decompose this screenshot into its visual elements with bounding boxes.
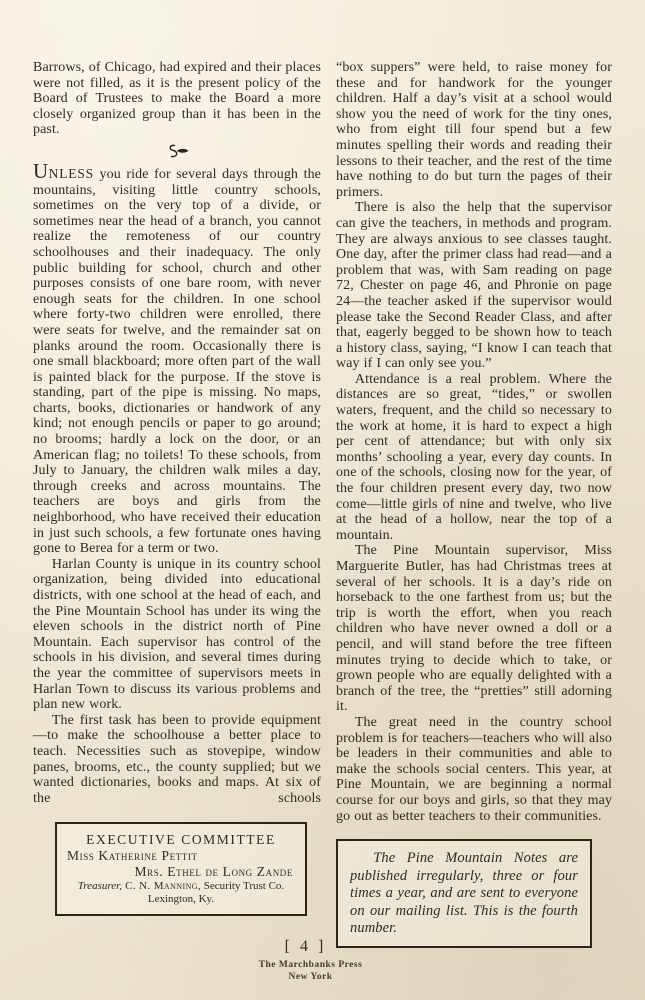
- mailing-list-notice-box: [336, 839, 592, 948]
- treasurer-company: Security Trust Co.: [201, 880, 285, 893]
- printer-imprint: [0, 960, 621, 983]
- left-column: [33, 60, 321, 948]
- paragraph-box-suppers: “box suppers” were held, to raise money for these and for handwork for the younger children. Half a day’s visit at a school would show you the need of work for the tiny ones, who from eight till four spend but a few minutes spelling their words and reading their lessons to their teacher, and the rest of the time have nothing to do but turn the pages of their primers.: [336, 60, 612, 200]
- executive-committee-box: [55, 822, 307, 916]
- right-column: [336, 60, 612, 948]
- executive-committee-title: EXECUTIVE COMMITTEE: [86, 832, 276, 848]
- paragraph-pine-supervisor: The Pine Mountain supervisor, Miss Marguerite Butler, has had Christmas trees at several of her schools. It is a day’s ride on horseback to the one farthest from us; but the trip is worth the effort, when you reach children who have never owned a doll or a pencil, and will stand before the tree fifteen minutes trying to decide which to take, or grown people who are equally delighted with a branch of the tree, the “pretties” still adorning it.: [336, 543, 612, 715]
- fleuron-leaf-icon: [164, 144, 190, 159]
- paragraph-unless: [33, 158, 321, 557]
- lead-caps-nless: NLESS: [48, 165, 94, 181]
- paragraph-barrows-continuation: Barrows, of Chicago, had expired and their places were not filled, as it is the present policy of the Board of Trustees to make the Board a more closely organized group than it has been in the past.: [33, 60, 321, 138]
- printer-city: New York: [288, 971, 333, 982]
- treasurer-label: Treasurer,: [77, 880, 122, 893]
- drop-initial-U: U: [33, 158, 49, 183]
- mailing-list-notice-text: The Pine Mountain Notes are published irregularly, three or four times a year, and are sent to everyone on our mailing list. This is the fourth number.: [350, 850, 578, 937]
- paragraph-first-task: The first task has been to provide equipment—to make the schoolhouse a better place to teach. Necessities such as stovepipe, window panes, brooms, etc., the county supplied; but we wanted dictionaries, books and maps. At six of the schools: [33, 712, 321, 806]
- paragraph-supervisor-help: There is also the help that the supervisor can give the teachers, in methods and program. They are always anxious to see classes taught. One day, after the primer class had read—and a problem that was, with Sam reading on page 72, Chester on page 46, and Phronie on page 24—the teacher asked if the supervisor would please take the Second Reader Class, and after that, eagerly begged to be shown how to teach a history class, saying, “I know I can teach that way if I can only see you.”: [336, 200, 612, 372]
- treasurer-city: Lexington, Ky.: [147, 893, 215, 906]
- paragraph-unless-body: you ride for several days through the mountains, visiting little country schools, sometimes on the very top of a divide, or sometimes near the head of a branch, you cannot realize the remoteness of our country schoolhouses and their inadequacy. The only public building for school, church and other purposes consists of one bare room, with never enough seats for the children. In one school where forty-two children were enrolled, there were seats for twelve, and the remainder sat on planks around the room. Occasionally there is one small blackboard; more often part of the wall is painted black for the purpose. If the stove is standing, part of the pipe is missing. No maps, charts, books, dictionaries or handwork of any kind; not enough pencils or paper to go around; no brooms; hardly a lock on the door, or an American flag; no toilets! To these schools, from July to January, the children walk miles a day, through creeks and across mountains. The teachers are boys and girls from the neighborhood, who have received their education in just such schools, a few fortunate ones having gone to Berea for a term or two.: [33, 166, 321, 557]
- paragraph-great-need: The great need in the country school problem is for teachers—teachers who will also be leaders in their communities and able to make the schools social centers. This year, at Pine Mountain, we are beginning a normal course for our boys and girls, so that they may go out as better teachers to their communities.: [336, 714, 612, 824]
- committee-member-pettit: Miss Katherine Pettit: [67, 848, 198, 864]
- treasurer-line: [67, 880, 295, 893]
- paragraph-attendance: Attendance is a real problem. Where the distances are so great, “tides,” or swollen waters, frequent, and the child so necessary to the work at home, it is hard to expect a high per cent of attendance; but with only six months’ schooling a year, every day counts. In one of the schools, closing now for the year, of the four children present every day, two now come—little girls of nine and twelve, who live at the head of a hollow, near the top of a mountain.: [336, 371, 612, 543]
- printer-name: The Marchbanks Press: [258, 960, 363, 970]
- treasurer-name: C. N. Manning,: [121, 880, 202, 893]
- section-divider: [33, 138, 321, 165]
- committee-member-zande: Mrs. Ethel de Long Zande: [134, 864, 293, 880]
- page-number: [ 4 ]: [284, 938, 327, 955]
- paragraph-harlan-county: Harlan County is unique in its country school organization, being divided into educational districts, with one school at the head of each, and the Pine Mountain School has under its wing the eleven schools in the district north of Pine Mountain. Each supervisor has control of the schools in his division, and several times during the year the committee of supervisors meets in Harlan Town to discuss its various problems and plan new work.: [33, 556, 321, 713]
